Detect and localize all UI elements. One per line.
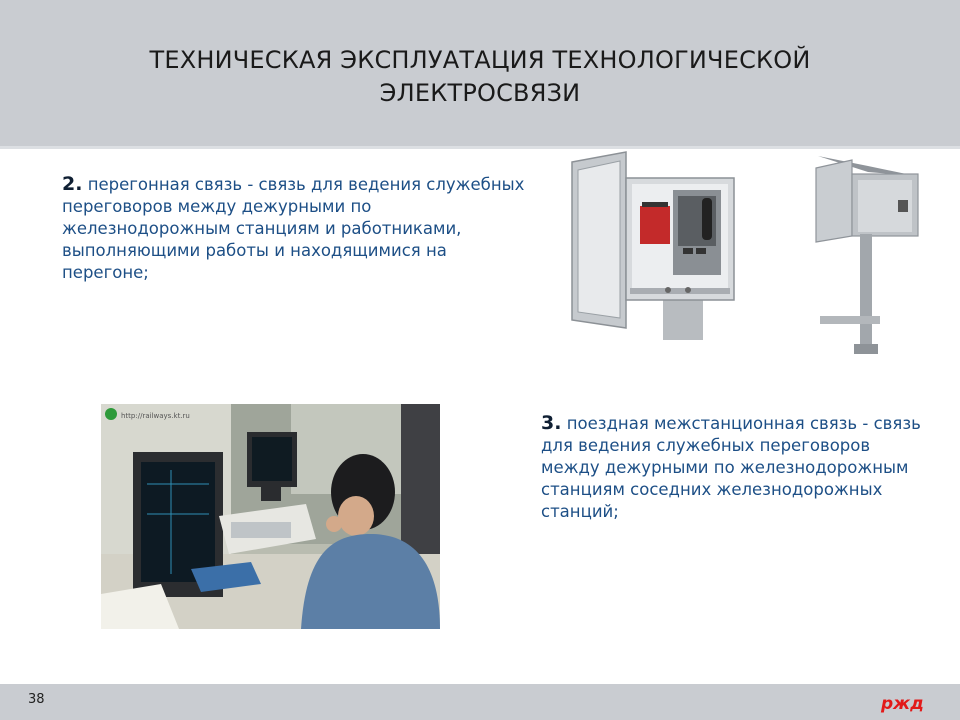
title-divider [0,146,960,149]
paragraph-2-text: перегонная связь - связь для ведения служебных переговоров между дежурными по железнодорожным станциям и работниками, выполняющими работы и находящимися на перегоне; [62,175,525,282]
dispatcher-workstation-photo [101,404,440,629]
slide-title: ТЕХНИЧЕСКАЯ ЭКСПЛУАТАЦИЯ ТЕХНОЛОГИЧЕСКОЙ ЭЛЕКТРОСВЯЗИ [149,46,811,107]
footer-bar [0,684,960,720]
paragraph-3 [541,412,921,523]
svg-text:ржд: ржд [881,694,924,714]
photo-watermark: http://railways.kt.ru [121,412,190,420]
page-number: 38 [28,692,45,707]
paragraph-2 [62,173,532,284]
paragraph-3-number: 3. [541,412,562,434]
paragraph-3-text: поездная межстанционная связь - связь для ведения служебных переговоров между дежурными по железнодорожным станциям соседних железнодорожных станций; [541,414,921,521]
post-mounted-cabinet-photo [812,150,924,360]
paragraph-2-number: 2. [62,173,83,195]
telephone-cabinet-photo [568,150,738,350]
rzd-logo [879,692,927,718]
